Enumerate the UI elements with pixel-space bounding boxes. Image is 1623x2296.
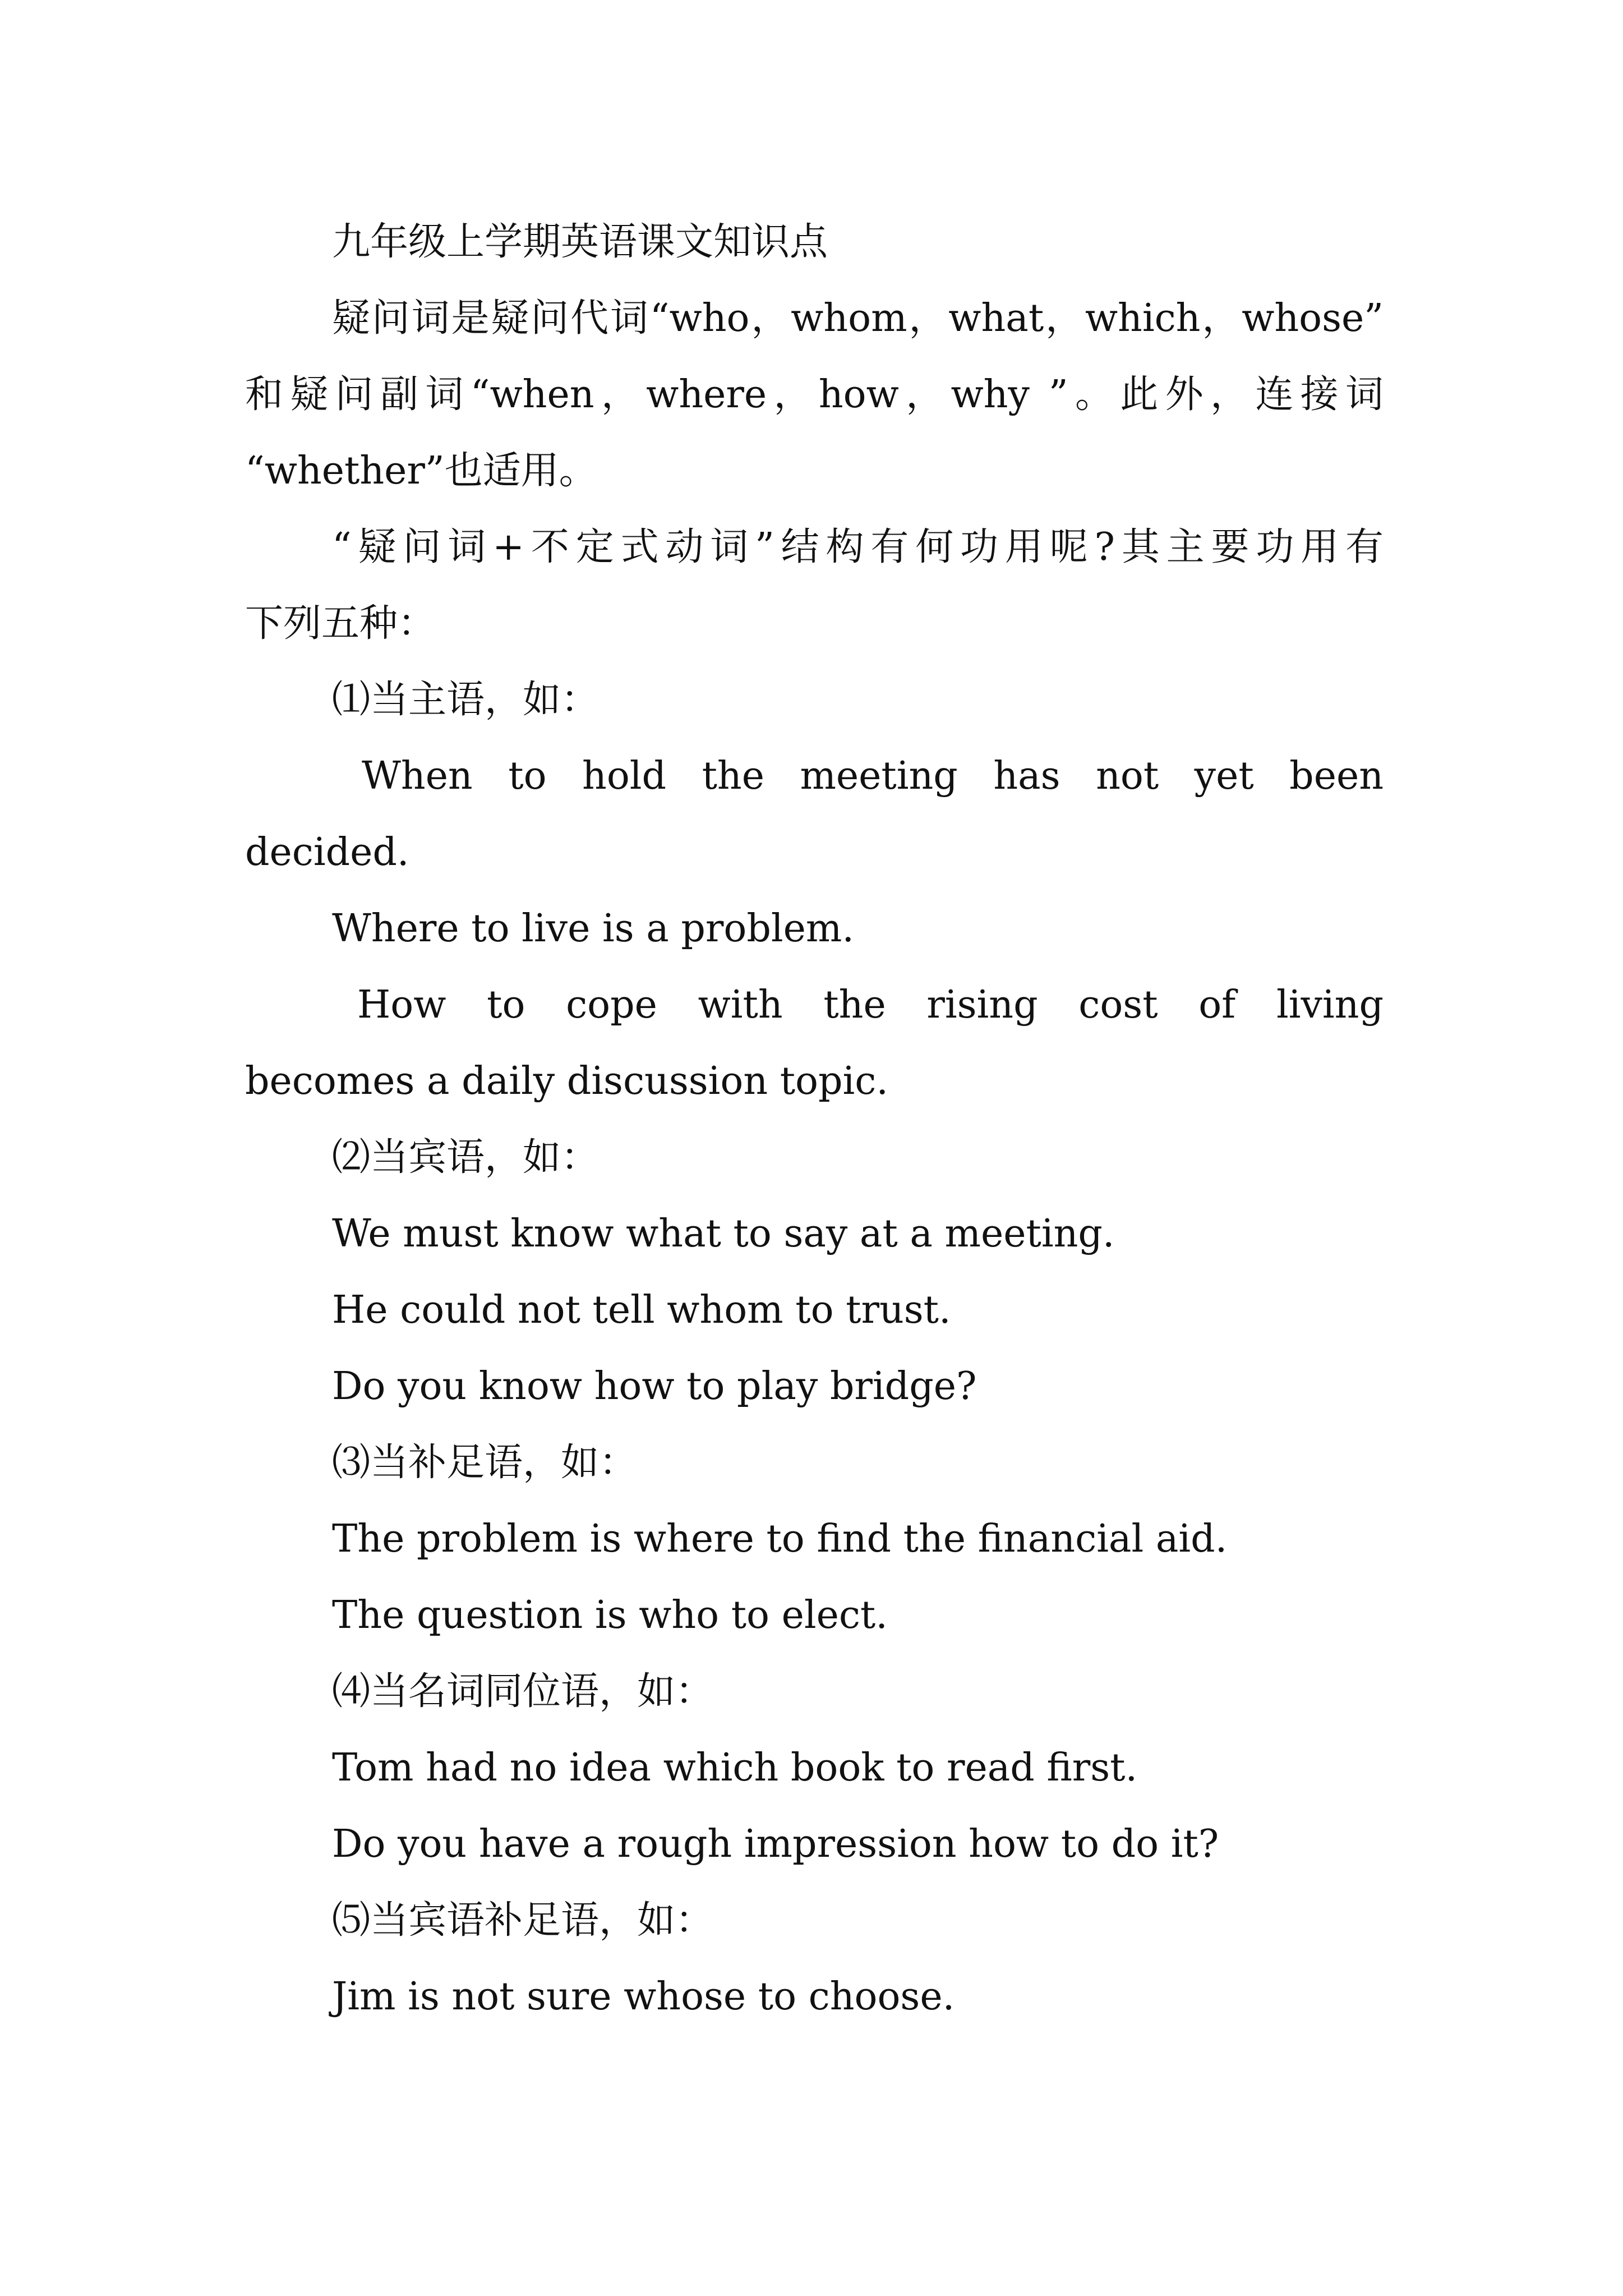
example-line: When to hold the meeting has not yet been [362,754,1384,798]
example-line: Tom had no idea which book to read first. [332,1746,1138,1790]
section-3-heading: ⑶当补足语，如： [332,1441,638,1485]
section-5-heading: ⑸当宾语补足语，如： [332,1898,714,1943]
intro-line-1: 疑问词是疑问代词“who，whom，what，which，whose” [332,296,1384,341]
example-line: Where to live is a problem. [332,907,854,951]
example-line: becomes a daily discussion topic. [245,1059,888,1103]
intro-line-3: “whether”也适用。 [245,449,597,493]
section-4-heading: ⑷当名词同位语，如： [332,1669,714,1714]
example-line: decided. [245,830,409,875]
intro-line-2: 和疑问副词“when，where，how，why ”。此外，连接词 [245,372,1384,417]
example-line: He could not tell whom to trust. [332,1288,951,1332]
example-line: Do you know how to play bridge? [332,1364,977,1409]
example-line: How to cope with the rising cost of living [357,983,1384,1027]
section-1-heading: ⑴当主语，如： [332,678,600,722]
example-line: Jim is not sure whose to choose. [332,1975,955,2019]
example-line: The problem is where to find the financial aid. [332,1517,1228,1561]
question-line-2: 下列五种： [245,601,436,646]
document-title: 九年级上学期英语课文知识点 [332,220,828,264]
section-2-heading: ⑵当宾语，如： [332,1135,600,1180]
question-line-1: “疑问词+不定式动词”结构有何功用呢?其主要功用有 [332,525,1384,569]
example-line: Do you have a rough impression how to do it? [332,1822,1219,1866]
example-line: We must know what to say at a meeting. [332,1212,1115,1256]
example-line: The question is who to elect. [332,1593,888,1637]
